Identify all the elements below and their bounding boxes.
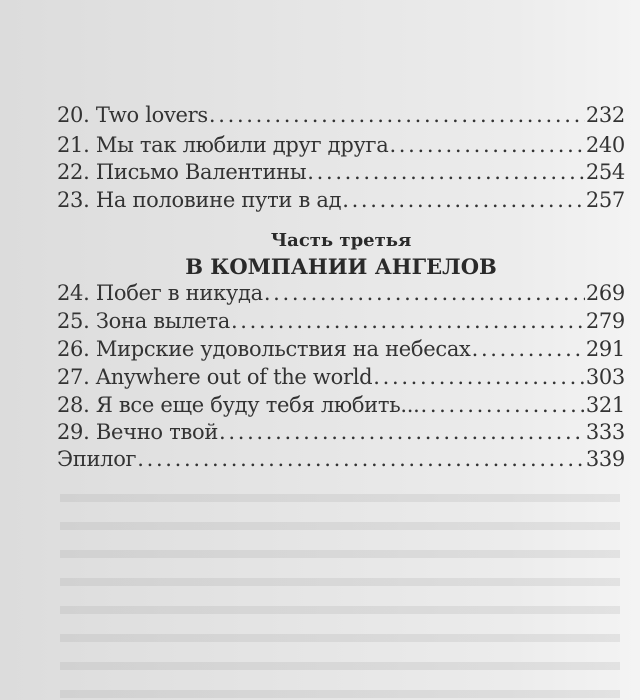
entry-page: 254 [585,160,625,184]
entry-title: Эпилог [57,447,137,471]
toc-entry [57,279,625,307]
toc-entry [57,186,625,214]
entry-page: 291 [585,337,625,361]
leader-dots [219,418,585,446]
toc-entry [57,131,625,159]
leader-dots [137,445,585,473]
entry-title: 20. Two lovers [57,103,208,127]
leader-dots [373,363,585,391]
leader-dots [231,307,585,335]
part-title: В КОМПАНИИ АНГЕЛОВ [185,254,497,279]
leader-dots [307,158,585,186]
toc-entry [57,101,625,129]
leader-dots [420,391,584,419]
entry-title: 22. Письмо Валентины [57,160,307,184]
entry-page: 303 [585,365,625,389]
leader-dots [472,335,585,363]
entry-page: 257 [585,188,625,212]
part-label: Часть третья [270,230,412,251]
entry-page: 333 [585,420,625,444]
entry-page: 269 [585,281,625,305]
bleed-through-shadow [60,480,620,700]
entry-title: 26. Мирские удовольствия на небесах [57,337,471,361]
entry-title: 28. Я все еще буду тебя любить... [57,393,420,417]
leader-dots [264,279,585,307]
entry-title: 23. На половине пути в ад [57,188,342,212]
toc-entry [57,158,625,186]
toc-entry [57,445,625,473]
toc-entry [57,335,625,363]
toc-entry [57,307,625,335]
leader-dots [389,131,584,159]
entry-title: 25. Зона вылета [57,309,230,333]
entry-page: 321 [585,393,625,417]
toc-entry [57,391,625,419]
entry-title: 21. Мы так любили друг друга [57,133,389,157]
toc-entry [57,418,625,446]
entry-page: 339 [585,447,625,471]
entry-page: 240 [585,133,625,157]
entry-page: 279 [585,309,625,333]
leader-dots [342,186,585,214]
entry-title: 24. Побег в никуда [57,281,263,305]
toc-entry [57,363,625,391]
leader-dots [209,101,585,129]
entry-title: 27. Anywhere out of the world [57,365,373,389]
entry-title: 29. Вечно твой [57,420,219,444]
entry-page: 232 [585,103,625,127]
